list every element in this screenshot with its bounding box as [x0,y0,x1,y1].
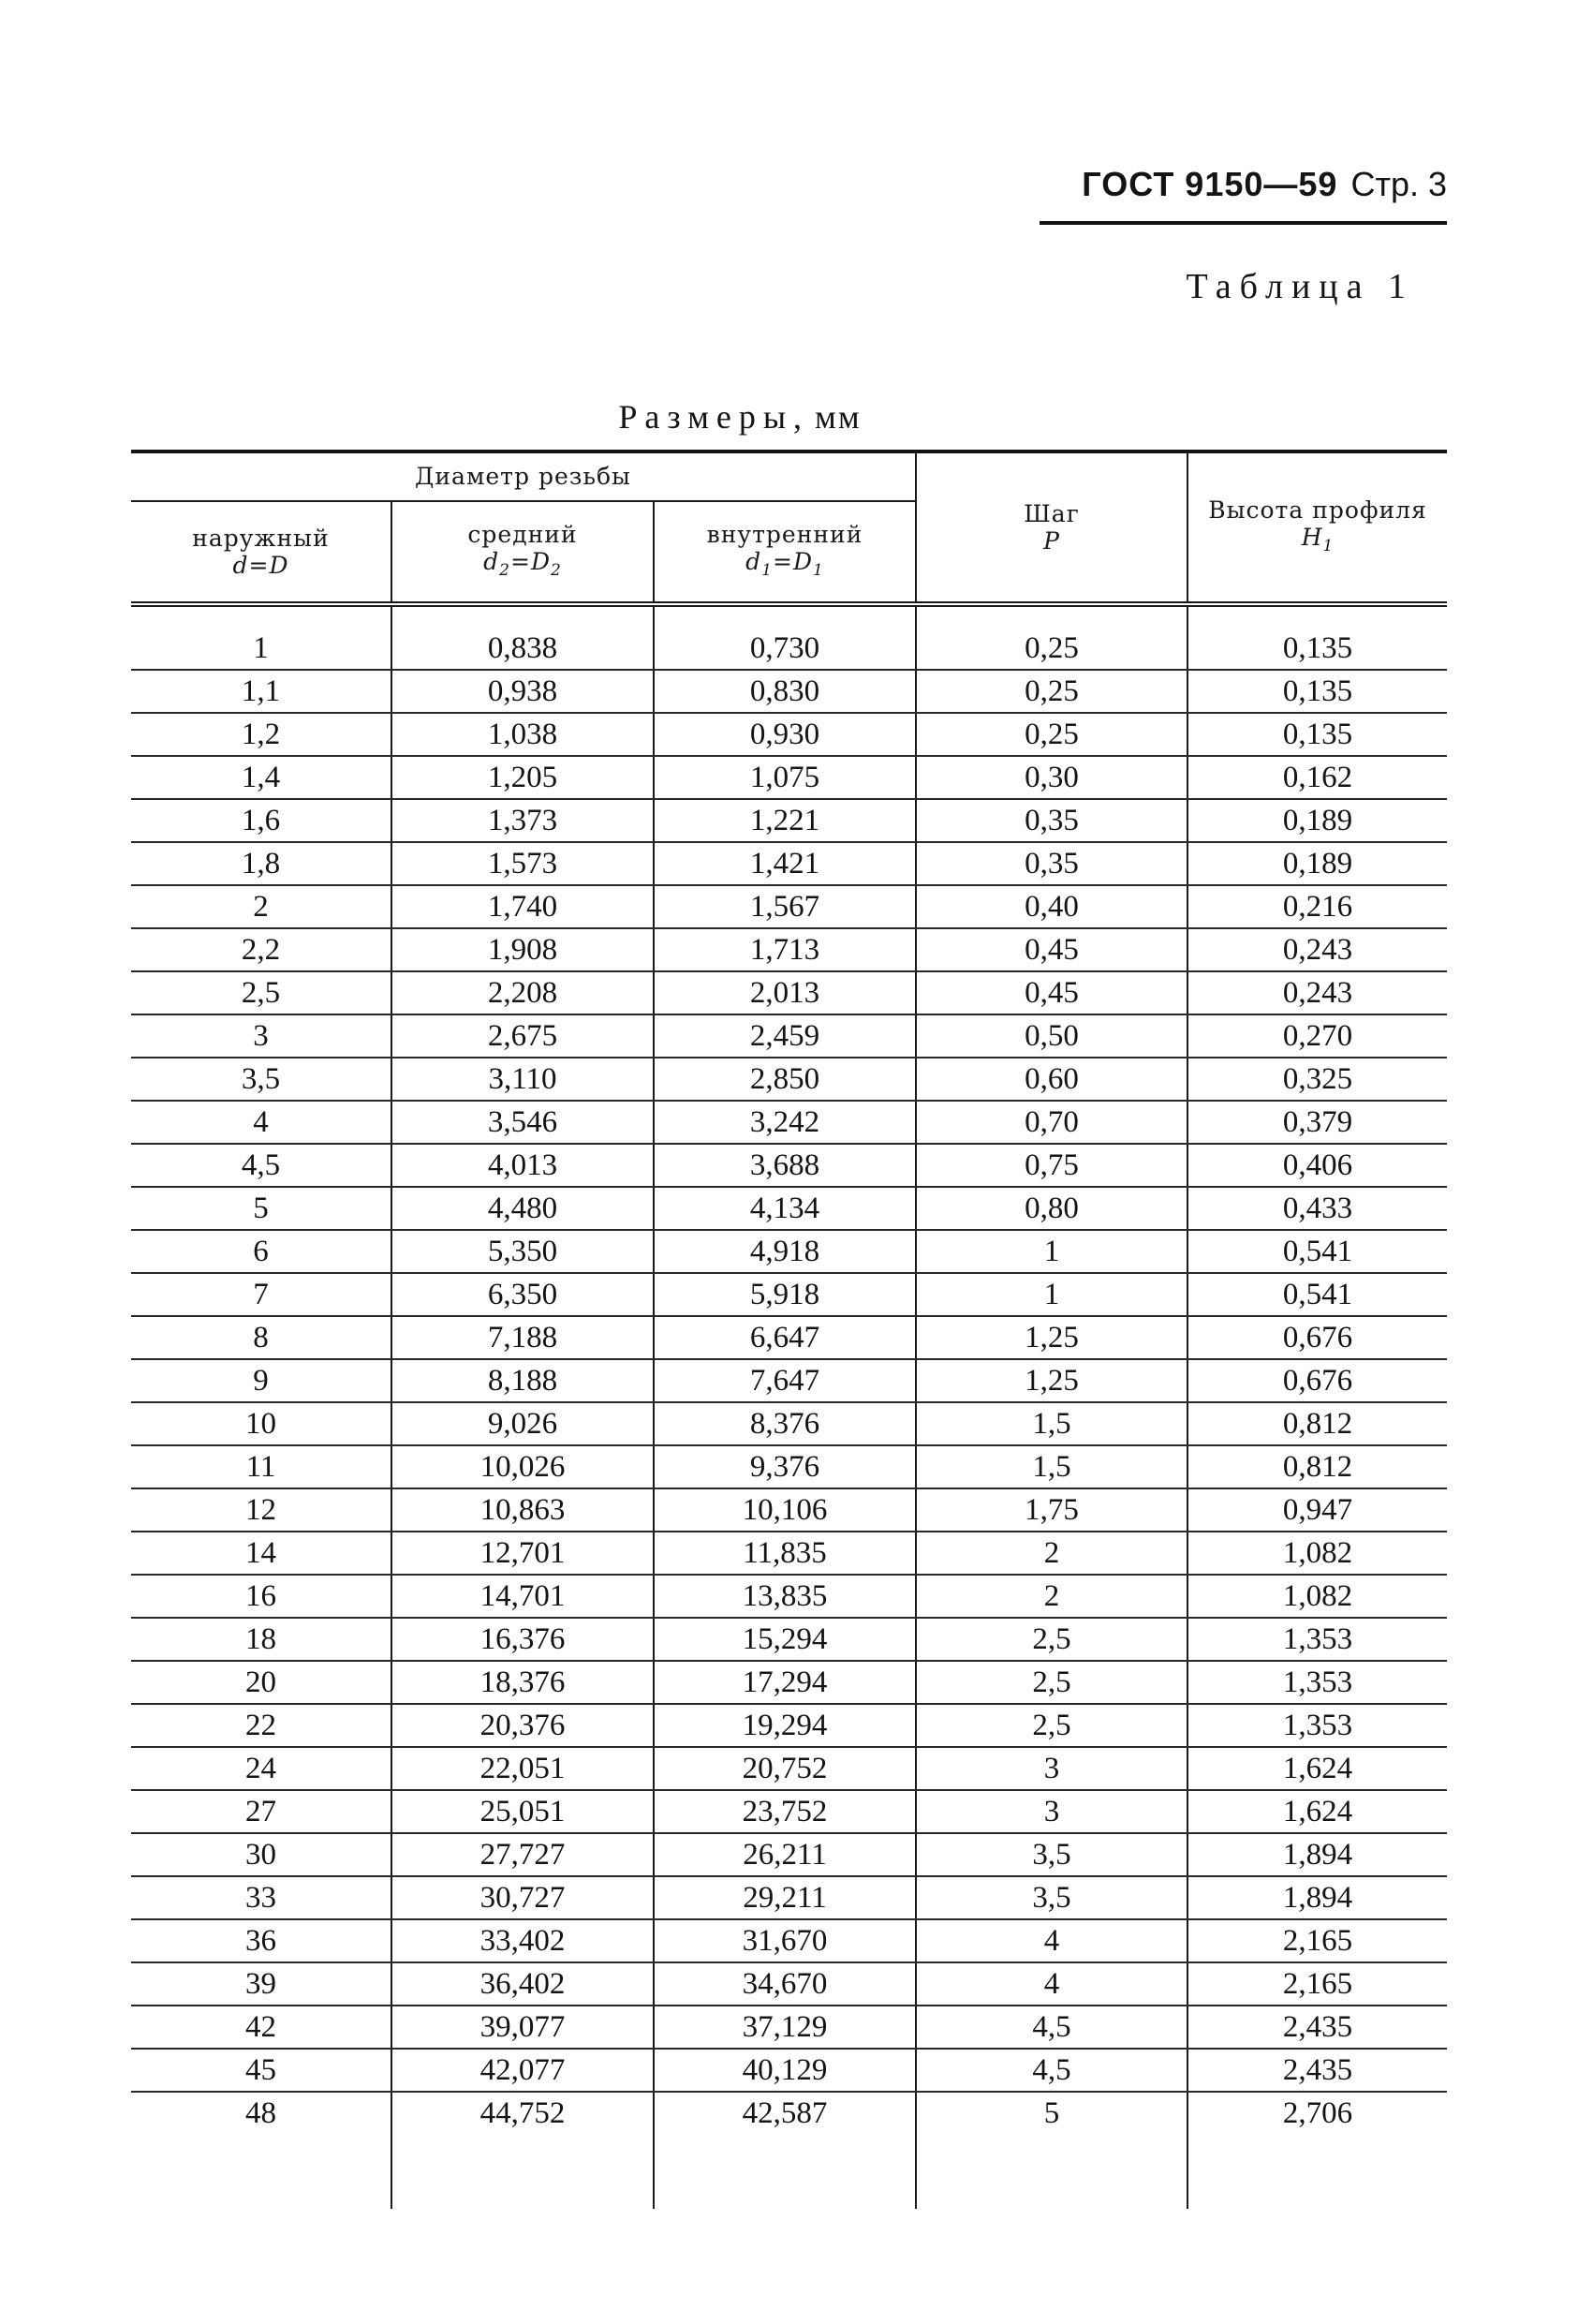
header-inner-symbol: $d_1=D_1$ [745,547,824,580]
page-number: Стр. 3 [1350,165,1447,203]
cell-middle-diameter: 3,546 [391,1101,654,1144]
cell-profile-height: 0,270 [1187,1014,1447,1058]
cell-profile-height: 0,676 [1187,1316,1447,1359]
cell-inner-diameter: 1,075 [654,756,916,799]
cell-pitch: 0,25 [916,713,1187,756]
cell-outer-diameter: 48 [245,2096,276,2130]
cell-middle-diameter: 14,701 [391,1575,654,1618]
header-profile-height [1187,451,1447,604]
cell-inner-diameter: 3,242 [654,1101,916,1144]
cell-outer-diameter: 2,5 [131,971,391,1014]
table-row [131,670,1447,713]
cell-profile-height: 1,353 [1187,1618,1447,1661]
cell-inner-diameter: 5,918 [654,1273,916,1316]
cell-middle-diameter: 16,376 [391,1618,654,1661]
cell-outer-diameter: 18 [131,1618,391,1661]
cell-profile-height: 1,082 [1187,1575,1447,1618]
cell-inner-diameter: 11,835 [654,1532,916,1575]
cell-middle-diameter: 9,026 [391,1402,654,1445]
table-row [131,1014,1447,1058]
cell-middle-diameter: 1,573 [391,842,654,885]
cell-pitch: 1,5 [916,1402,1187,1445]
header-middle-symbol: $d_2=D_2$ [483,547,562,580]
cell-pitch: 2 [916,1532,1187,1575]
cell-profile-height: 0,135 [1187,628,1447,670]
cell-middle-diameter: 12,701 [391,1532,654,1575]
table-row [131,1488,1447,1532]
cell-pitch: 1,25 [916,1316,1187,1359]
cell-inner-diameter: 23,752 [654,1790,916,1833]
cell-pitch: 0,60 [916,1058,1187,1101]
cell-outer-diameter: 30 [131,1833,391,1876]
cell-outer-diameter: 22 [131,1704,391,1747]
table-row [131,1876,1447,1919]
cell-profile-height: 1,353 [1187,1661,1447,1704]
cell-profile-height: 0,216 [1187,885,1447,928]
table-row [131,756,1447,799]
cell-pitch: 4,5 [916,2006,1187,2049]
cell-outer-diameter: 16 [131,1575,391,1618]
cell-inner-diameter: 8,376 [654,1402,916,1445]
cell-pitch: 3 [916,1790,1187,1833]
header-outer-diameter [131,501,391,604]
cell-inner-diameter: 19,294 [654,1704,916,1747]
table-row [131,1962,1447,2006]
cell-profile-height: 0,812 [1187,1402,1447,1445]
table-row [131,1919,1447,1962]
header-inner-diameter [654,501,916,604]
cell-inner-diameter: 4,918 [654,1230,916,1273]
cell-profile-height: 0,189 [1187,799,1447,842]
table-body [131,604,1447,2209]
cell-middle-diameter: 5,350 [391,1230,654,1273]
cell-pitch: 0,35 [916,799,1187,842]
table-row [131,1833,1447,1876]
cell-outer-diameter: 1,6 [131,799,391,842]
table-row [131,1575,1447,1618]
cell-middle-diameter: 7,188 [391,1316,654,1359]
cell-pitch: 4 [916,1962,1187,2006]
table-row [131,1316,1447,1359]
table-row [131,1058,1447,1101]
cell-pitch: 0,40 [916,885,1187,928]
header-pitch-symbol: P [1043,527,1060,555]
cell-outer-diameter: 2 [131,885,391,928]
header-middle-label: средний [467,520,578,548]
table-row [131,2006,1447,2049]
cell-middle-diameter: 8,188 [391,1359,654,1402]
cell-middle-diameter: 4,480 [391,1187,654,1230]
table-row [131,713,1447,756]
cell-profile-height: 0,243 [1187,971,1447,1014]
table-row [131,1230,1447,1273]
header-middle-diameter [391,501,654,604]
cell-profile-height: 0,189 [1187,842,1447,885]
cell-middle-diameter: 33,402 [391,1919,654,1962]
cell-outer-diameter: 24 [131,1747,391,1790]
cell-profile-height: 1,894 [1187,1876,1447,1919]
table-row [131,1273,1447,1316]
cell-profile-height: 2,165 [1187,1919,1447,1962]
cell-middle-diameter: 0,938 [391,670,654,713]
table-row [131,971,1447,1014]
cell-outer-diameter: 39 [131,1962,391,2006]
table-row [131,1661,1447,1704]
table-row [131,799,1447,842]
table-header [131,451,1447,604]
cell-outer-diameter: 6 [131,1230,391,1273]
cell-inner-diameter: 34,670 [654,1962,916,2006]
caption-text: Размеры, [618,398,810,436]
cell-pitch: 2,5 [916,1661,1187,1704]
table-row [131,2049,1447,2092]
cell-middle-diameter: 2,675 [391,1014,654,1058]
cell-inner-diameter: 2,850 [654,1058,916,1101]
cell-profile-height: 1,624 [1187,1790,1447,1833]
cell-inner-diameter: 42,587 [654,2092,916,2134]
header-outer-symbol: d=D [232,552,289,579]
cell-outer-diameter: 11 [131,1445,391,1488]
cell-outer-diameter: 10 [131,1402,391,1445]
table-row [131,1144,1447,1187]
cell-inner-diameter: 2,459 [654,1014,916,1058]
cell-inner-diameter: 1,713 [654,928,916,971]
cell-pitch: 1,25 [916,1359,1187,1402]
cell-outer-diameter: 1,8 [131,842,391,885]
cell-inner-diameter: 9,376 [654,1445,916,1488]
cell-outer-diameter: 5 [131,1187,391,1230]
cell-pitch: 3,5 [916,1833,1187,1876]
cell-middle-diameter: 30,727 [391,1876,654,1919]
cell-outer-diameter: 1,2 [131,713,391,756]
table-row [131,928,1447,971]
cell-pitch: 0,70 [916,1101,1187,1144]
cell-pitch: 0,45 [916,928,1187,971]
thread-table-container [131,450,1447,2209]
table-row [131,2092,1447,2134]
header-inner-label: внутренний [706,520,863,548]
cell-inner-diameter: 7,647 [654,1359,916,1402]
cell-middle-diameter: 20,376 [391,1704,654,1747]
cell-pitch: 3,5 [916,1876,1187,1919]
cell-pitch: 4 [916,1919,1187,1962]
cell-outer-diameter: 36 [131,1919,391,1962]
cell-outer-diameter: 42 [131,2006,391,2049]
standard-number: ГОСТ 9150—59 [1082,165,1338,203]
cell-middle-diameter: 2,208 [391,971,654,1014]
cell-inner-diameter: 40,129 [654,2049,916,2092]
cell-pitch: 0,35 [916,842,1187,885]
table-row [131,1187,1447,1230]
table-row [131,1402,1447,1445]
cell-inner-diameter: 20,752 [654,1747,916,1790]
header-height-symbol: $H_1$ [1301,523,1335,555]
cell-pitch: 0,50 [916,1014,1187,1058]
cell-profile-height: 0,379 [1187,1101,1447,1144]
cell-middle-diameter: 10,026 [391,1445,654,1488]
cell-inner-diameter: 26,211 [654,1833,916,1876]
cell-middle-diameter: 0,838 [391,628,654,670]
caption-unit: мм [815,398,862,436]
cell-outer-diameter: 7 [131,1273,391,1316]
cell-inner-diameter: 13,835 [654,1575,916,1618]
cell-inner-diameter: 3,688 [654,1144,916,1187]
cell-inner-diameter: 6,647 [654,1316,916,1359]
cell-outer-diameter: 3,5 [131,1058,391,1101]
cell-pitch: 2,5 [916,1618,1187,1661]
cell-pitch: 0,25 [916,628,1187,670]
table-row [131,1101,1447,1144]
cell-inner-diameter: 10,106 [654,1488,916,1532]
table-tail-row [131,2134,1447,2209]
table-row [131,1359,1447,1402]
cell-inner-diameter: 0,930 [654,713,916,756]
cell-profile-height: 1,624 [1187,1747,1447,1790]
cell-pitch: 1 [916,1230,1187,1273]
header-thread-diameter: Диаметр резьбы [131,451,916,501]
header-pitch [916,451,1187,604]
cell-middle-diameter: 27,727 [391,1833,654,1876]
page-header [1040,161,1447,225]
cell-inner-diameter: 1,221 [654,799,916,842]
cell-inner-diameter: 15,294 [654,1618,916,1661]
thread-dimensions-table [131,450,1447,2209]
cell-profile-height: 2,706 [1187,2092,1447,2134]
table-caption [506,397,974,437]
cell-pitch: 1,5 [916,1445,1187,1488]
cell-middle-diameter: 3,110 [391,1058,654,1101]
cell-outer-diameter: 1,1 [131,670,391,713]
cell-pitch: 1 [916,1273,1187,1316]
cell-middle-diameter: 25,051 [391,1790,654,1833]
cell-middle-diameter: 22,051 [391,1747,654,1790]
cell-middle-diameter: 36,402 [391,1962,654,2006]
cell-profile-height: 0,325 [1187,1058,1447,1101]
cell-profile-height: 0,243 [1187,928,1447,971]
cell-outer-diameter: 27 [131,1790,391,1833]
cell-pitch: 0,80 [916,1187,1187,1230]
cell-pitch: 0,45 [916,971,1187,1014]
table-row [131,628,1447,670]
cell-outer-diameter: 9 [131,1359,391,1402]
cell-profile-height: 2,435 [1187,2049,1447,2092]
cell-profile-height: 0,812 [1187,1445,1447,1488]
cell-inner-diameter: 29,211 [654,1876,916,1919]
table-row [131,842,1447,885]
cell-profile-height: 0,947 [1187,1488,1447,1532]
cell-inner-diameter: 0,730 [654,628,916,670]
cell-profile-height: 0,135 [1187,670,1447,713]
cell-middle-diameter: 39,077 [391,2006,654,2049]
cell-pitch: 5 [916,2092,1187,2134]
cell-outer-diameter: 33 [131,1876,391,1919]
table-row [131,1445,1447,1488]
cell-middle-diameter: 18,376 [391,1661,654,1704]
cell-inner-diameter: 0,830 [654,670,916,713]
cell-pitch: 3 [916,1747,1187,1790]
cell-profile-height: 0,433 [1187,1187,1447,1230]
cell-inner-diameter: 31,670 [654,1919,916,1962]
cell-inner-diameter: 37,129 [654,2006,916,2049]
cell-profile-height: 0,541 [1187,1230,1447,1273]
table-row [131,885,1447,928]
cell-middle-diameter: 1,038 [391,713,654,756]
cell-pitch: 4,5 [916,2049,1187,2092]
table-row [131,1618,1447,1661]
table-row [131,1790,1447,1833]
cell-inner-diameter: 17,294 [654,1661,916,1704]
cell-profile-height: 0,541 [1187,1273,1447,1316]
cell-middle-diameter: 42,077 [391,2049,654,2092]
cell-inner-diameter: 1,567 [654,885,916,928]
cell-profile-height: 0,135 [1187,713,1447,756]
cell-pitch: 0,75 [916,1144,1187,1187]
cell-outer-diameter: 20 [131,1661,391,1704]
table-row [131,1532,1447,1575]
cell-pitch: 2,5 [916,1704,1187,1747]
cell-outer-diameter: 4 [131,1101,391,1144]
cell-outer-diameter: 8 [131,1316,391,1359]
cell-profile-height: 2,435 [1187,2006,1447,2049]
cell-outer-diameter: 3 [131,1014,391,1058]
cell-pitch: 0,25 [916,670,1187,713]
table-row [131,1704,1447,1747]
table-label: Таблица 1 [1186,267,1414,306]
cell-outer-diameter: 12 [131,1488,391,1532]
cell-middle-diameter: 4,013 [391,1144,654,1187]
cell-outer-diameter: 4,5 [131,1144,391,1187]
header-height-label: Высота профиля [1208,496,1427,524]
cell-middle-diameter: 1,373 [391,799,654,842]
cell-middle-diameter: 44,752 [391,2092,654,2134]
cell-pitch: 0,30 [916,756,1187,799]
cell-middle-diameter: 1,740 [391,885,654,928]
cell-profile-height: 1,082 [1187,1532,1447,1575]
cell-outer-diameter: 1,4 [131,756,391,799]
cell-middle-diameter: 10,863 [391,1488,654,1532]
cell-pitch: 2 [916,1575,1187,1618]
cell-pitch: 1,75 [916,1488,1187,1532]
table-row [131,1747,1447,1790]
cell-inner-diameter: 1,421 [654,842,916,885]
cell-middle-diameter: 1,205 [391,756,654,799]
cell-profile-height: 1,353 [1187,1704,1447,1747]
header-outer-label: наружный [192,525,330,552]
cell-profile-height: 1,894 [1187,1833,1447,1876]
header-pitch-label: Шаг [1024,500,1080,527]
cell-profile-height: 2,165 [1187,1962,1447,2006]
cell-outer-diameter: 1 [131,628,391,670]
cell-outer-diameter: 2,2 [131,928,391,971]
cell-inner-diameter: 4,134 [654,1187,916,1230]
cell-outer-diameter: 45 [131,2049,391,2092]
table-spacer-row [131,604,1447,628]
cell-middle-diameter: 6,350 [391,1273,654,1316]
cell-outer-diameter: 14 [131,1532,391,1575]
cell-profile-height: 0,406 [1187,1144,1447,1187]
cell-middle-diameter: 1,908 [391,928,654,971]
cell-profile-height: 0,162 [1187,756,1447,799]
cell-profile-height: 0,676 [1187,1359,1447,1402]
cell-inner-diameter: 2,013 [654,971,916,1014]
